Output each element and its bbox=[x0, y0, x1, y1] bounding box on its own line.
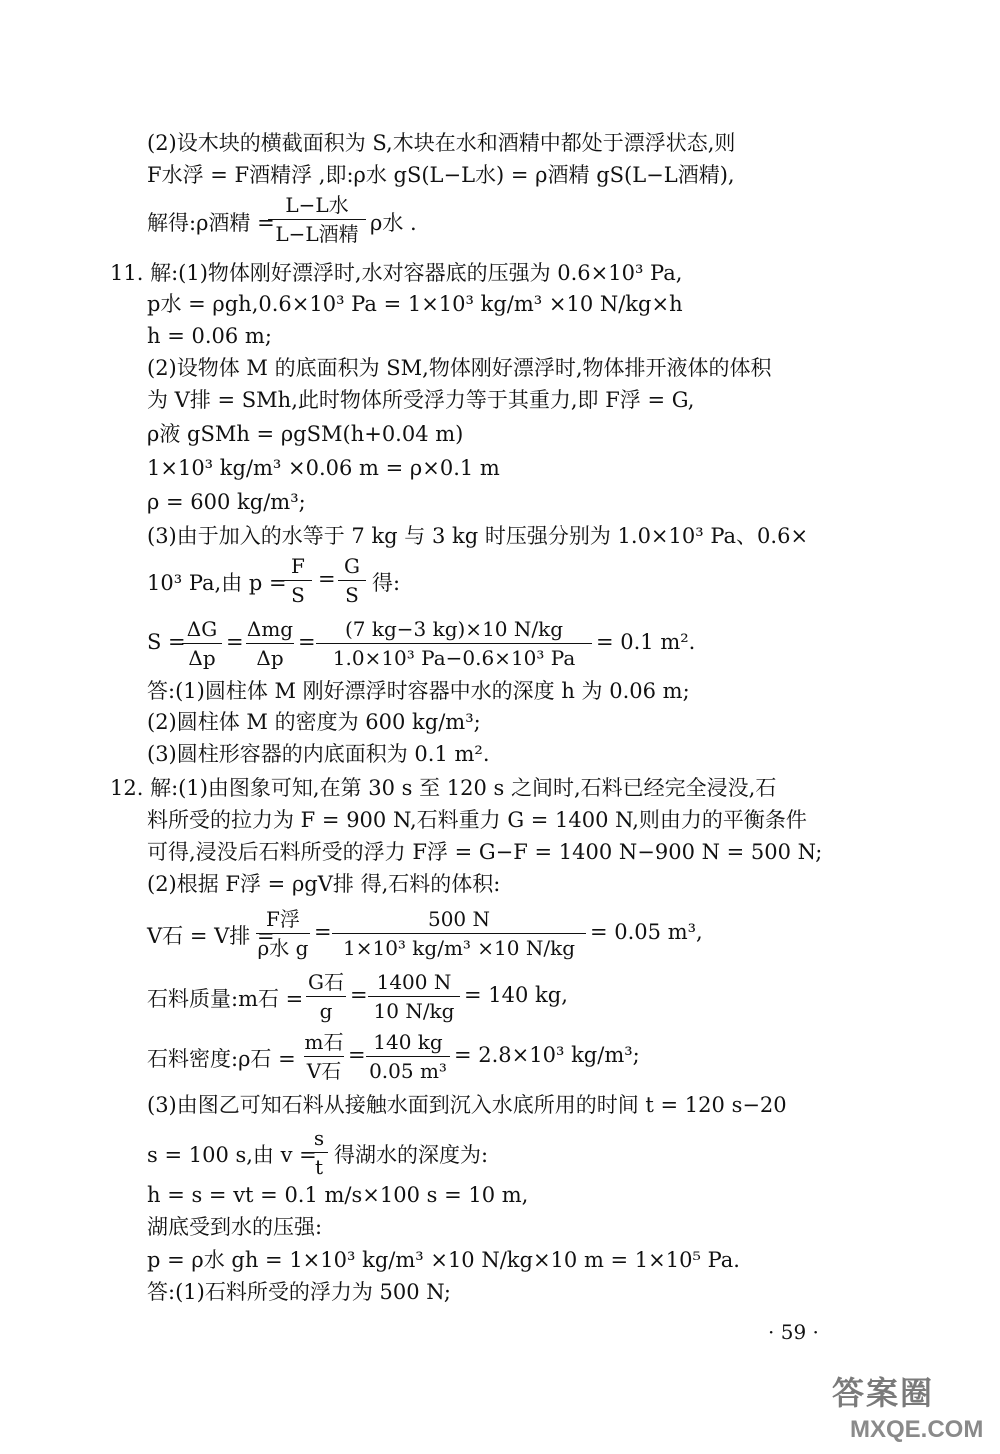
fraction-denominator: S bbox=[345, 583, 359, 607]
fraction-denominator: V石 bbox=[306, 1059, 342, 1083]
fraction-numerator: G bbox=[344, 554, 360, 578]
fraction-denominator: S bbox=[291, 583, 305, 607]
fraction-denominator: 1×10³ kg/m³ ×10 N/kg bbox=[342, 936, 576, 960]
fraction bbox=[304, 1029, 344, 1084]
text-line: 1×10³ kg/m³ ×0.06 m = ρ×0.1 m bbox=[147, 456, 500, 480]
problem-12-heading: 12. 解:(1)由图象可知,在第 30 s 至 120 s 之间时,石料已经完全浸没,石 bbox=[110, 776, 777, 800]
equation-line: s = 100 s,由 v = bbox=[147, 1143, 317, 1167]
fraction-numerator: 1400 N bbox=[376, 970, 452, 994]
text-line: 湖底受到水的压强: bbox=[147, 1215, 323, 1239]
fraction-bar bbox=[304, 1056, 344, 1057]
text-line: 料所受的拉力为 F = 900 N,石料重力 G = 1400 N,则由力的平衡条件 bbox=[147, 808, 807, 832]
equation-line: = 140 kg, bbox=[464, 983, 568, 1007]
page-number: · 59 · bbox=[768, 1320, 819, 1344]
text-line: (3)由图乙可知石料从接触水面到沉入水底所用的时间 t = 120 s−20 bbox=[147, 1093, 787, 1117]
fraction-numerator: 140 kg bbox=[373, 1030, 443, 1054]
fraction-bar bbox=[306, 996, 346, 997]
fraction-bar bbox=[182, 643, 222, 644]
fraction-numerator: F bbox=[291, 554, 305, 578]
fraction bbox=[316, 616, 592, 671]
fraction-denominator: t bbox=[314, 1155, 324, 1179]
equation-line: = bbox=[226, 630, 244, 654]
text-line: (3)由于加入的水等于 7 kg 与 3 kg 时压强分别为 1.0×10³ Pa、0.6× bbox=[147, 524, 809, 548]
equation-line: S = bbox=[147, 630, 186, 654]
text-line: F水浮 = F酒精浮 ,即:ρ水 gS(L−L水) = ρ酒精 gS(L−L酒精), bbox=[147, 163, 735, 187]
text-line: (2)设木块的横截面积为 S,木块在水和酒精中都处于漂浮状态,则 bbox=[147, 131, 736, 155]
fraction bbox=[284, 553, 312, 608]
text-line: p = ρ水 gh = 1×10³ kg/m³ ×10 N/kg×10 m = 1×10⁵ Pa. bbox=[147, 1248, 740, 1272]
fraction bbox=[338, 553, 366, 608]
fraction-denominator: L−L酒精 bbox=[275, 222, 359, 246]
fraction-bar bbox=[332, 933, 586, 934]
answer-line: 答:(1)石料所受的浮力为 500 N; bbox=[147, 1280, 451, 1304]
fraction bbox=[256, 906, 310, 961]
fraction-bar bbox=[268, 219, 366, 220]
equation-line: 10³ Pa,由 p = bbox=[147, 571, 287, 595]
fraction-bar bbox=[368, 996, 460, 997]
answer-line: 答:(1)圆柱体 M 刚好漂浮时容器中水的深度 h 为 0.06 m; bbox=[147, 679, 690, 703]
fraction-denominator: Δp bbox=[188, 646, 216, 670]
equation-line: 解得:ρ酒精 = bbox=[147, 211, 275, 235]
equation-line: ρ水 . bbox=[370, 211, 417, 235]
fraction-numerator: F浮 bbox=[266, 907, 300, 931]
equation-line: = bbox=[298, 630, 316, 654]
equation-line: = 0.05 m³, bbox=[590, 920, 703, 944]
equation-line: = 2.8×10³ kg/m³; bbox=[454, 1043, 640, 1067]
watermark-url: MXQE.COM bbox=[850, 1416, 984, 1443]
fraction-bar bbox=[316, 643, 592, 644]
equation-line: = bbox=[350, 983, 368, 1007]
equation-line: = 0.1 m². bbox=[596, 630, 696, 654]
fraction-numerator: G石 bbox=[308, 970, 344, 994]
fraction-numerator: ΔG bbox=[186, 617, 218, 641]
watermark-logo: 答案圈 bbox=[832, 1375, 935, 1411]
fraction-numerator: 500 N bbox=[427, 907, 491, 931]
fraction-numerator: L−L水 bbox=[285, 193, 349, 217]
equation-line: = bbox=[348, 1043, 366, 1067]
problem-11-heading: 11. 解:(1)物体刚好漂浮时,水对容器底的压强为 0.6×10³ Pa, bbox=[110, 261, 683, 285]
fraction bbox=[268, 192, 366, 247]
text-line: (2)根据 F浮 = ρgV排 得,石料的体积: bbox=[147, 872, 501, 896]
fraction-denominator: 1.0×10³ Pa−0.6×10³ Pa bbox=[332, 646, 576, 670]
text-line: h = 0.06 m; bbox=[147, 324, 272, 348]
fraction-denominator: 10 N/kg bbox=[373, 999, 455, 1023]
equation-line: = bbox=[314, 920, 332, 944]
text-line: (2)设物体 M 的底面积为 SM,物体刚好漂浮时,物体排开液体的体积 bbox=[147, 356, 772, 380]
text-line: ρ液 gSMh = ρgSM(h+0.04 m) bbox=[147, 422, 464, 446]
equation-line: V石 = V排 = bbox=[147, 924, 275, 948]
text-line: h = s = vt = 0.1 m/s×100 s = 10 m, bbox=[147, 1183, 529, 1207]
answer-line: (2)圆柱体 M 的密度为 600 kg/m³; bbox=[147, 710, 481, 734]
fraction-bar bbox=[256, 933, 310, 934]
fraction bbox=[246, 616, 294, 671]
equation-line: 得: bbox=[372, 571, 401, 595]
fraction-numerator: s bbox=[313, 1126, 325, 1150]
equation-line: 石料质量:m石 = bbox=[147, 987, 304, 1011]
fraction-denominator: 0.05 m³ bbox=[369, 1059, 447, 1083]
fraction-bar bbox=[246, 643, 294, 644]
equation-line: = bbox=[318, 567, 336, 591]
fraction bbox=[332, 906, 586, 961]
fraction bbox=[368, 969, 460, 1024]
equation-line: 石料密度:ρ石 = bbox=[147, 1047, 296, 1071]
equation-line: 得湖水的深度为: bbox=[334, 1143, 489, 1167]
fraction-denominator: Δp bbox=[256, 646, 284, 670]
text-line: 可得,浸没后石料所受的浮力 F浮 = G−F = 1400 N−900 N = 500 N; bbox=[147, 840, 823, 864]
fraction bbox=[182, 616, 222, 671]
fraction-bar bbox=[310, 1152, 328, 1153]
answer-line: (3)圆柱形容器的内底面积为 0.1 m². bbox=[147, 742, 490, 766]
fraction-denominator: g bbox=[319, 999, 333, 1023]
fraction-numerator: Δmg bbox=[246, 617, 294, 641]
fraction-bar bbox=[366, 1056, 450, 1057]
text-line: p水 = ρgh,0.6×10³ Pa = 1×10³ kg/m³ ×10 N/kg×h bbox=[147, 292, 683, 316]
fraction-denominator: ρ水 g bbox=[257, 936, 309, 960]
fraction-numerator: (7 kg−3 kg)×10 N/kg bbox=[344, 617, 564, 641]
fraction bbox=[310, 1125, 328, 1180]
fraction bbox=[366, 1029, 450, 1084]
fraction-bar bbox=[284, 580, 312, 581]
fraction-bar bbox=[338, 580, 366, 581]
text-line: ρ = 600 kg/m³; bbox=[147, 490, 306, 514]
fraction bbox=[306, 969, 346, 1024]
text-line: 为 V排 = SMh,此时物体所受浮力等于其重力,即 F浮 = G, bbox=[147, 388, 695, 412]
fraction-numerator: m石 bbox=[304, 1030, 344, 1054]
